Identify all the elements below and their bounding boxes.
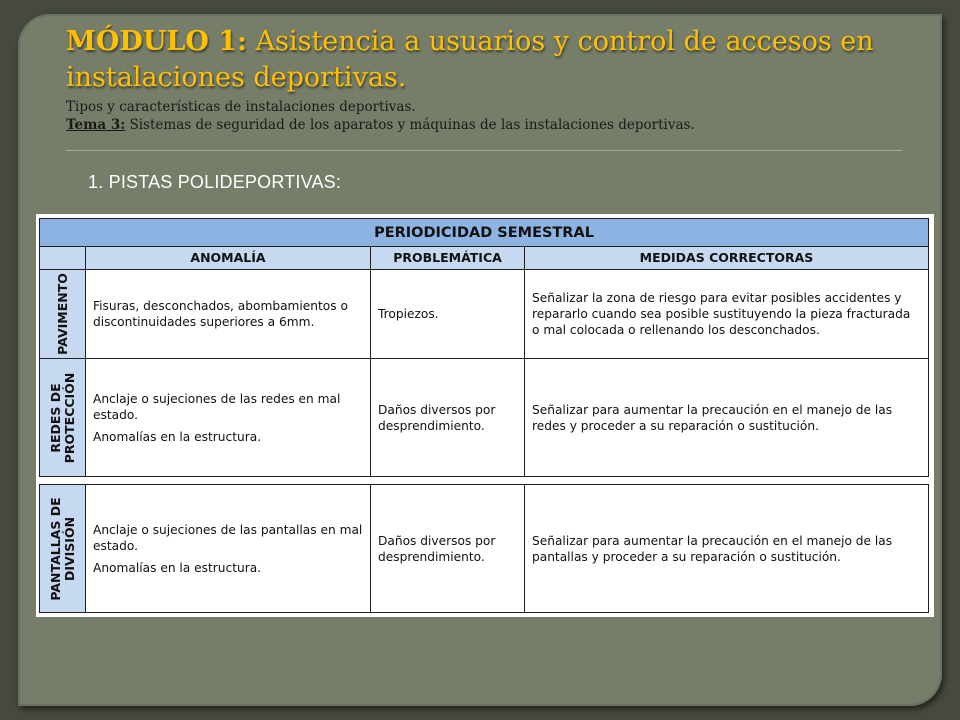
slide-title xyxy=(66,24,906,96)
row-label-line: REDES DE xyxy=(47,382,63,453)
row-label-line: PANTALLAS DE xyxy=(47,496,63,601)
anomalia-cell xyxy=(86,359,371,477)
row-label-line: PROTECCIÓN xyxy=(61,372,77,463)
header-anomalia: ANOMALÍA xyxy=(86,247,371,270)
row-label-line: PAVIMENTO xyxy=(54,273,70,355)
header-problematica: PROBLEMÁTICA xyxy=(371,247,525,270)
tema-line xyxy=(66,116,906,134)
problematica-cell: Tropiezos. xyxy=(371,270,525,359)
table-row xyxy=(40,485,929,613)
anomalia-text: Anomalías en la estructura. xyxy=(93,429,262,444)
anomalia-text: Fisuras, desconchados, abombamientos o discontinuidades superiores a 6mm. xyxy=(93,299,348,329)
section-heading: 1. PISTAS POLIDEPORTIVAS: xyxy=(88,172,342,192)
anomalia-cell xyxy=(86,485,371,613)
medidas-cell: Señalizar para aumentar la precaución en el manejo de las pantallas y proceder a su reparación o sustitución. xyxy=(525,485,929,613)
problematica-cell: Daños diversos por desprendimiento. xyxy=(371,359,525,477)
medidas-cell: Señalizar la zona de riesgo para evitar posibles accidentes y repararlo cuando sea posible sustituyendo la pieza fracturada o mal colocada o rellenando los desconchados. xyxy=(525,270,929,359)
title-module: MÓDULO 1: xyxy=(66,26,248,57)
maintenance-table-image xyxy=(36,214,934,617)
anomalia-text: Anclaje o sujeciones de las redes en mal estado. xyxy=(93,391,341,422)
row-label-pantallas xyxy=(40,485,86,613)
row-label-pavimento xyxy=(40,270,86,359)
tema-text: Sistemas de seguridad de los aparatos y máquinas de las instalaciones deportivas. xyxy=(125,117,695,133)
table-header-row xyxy=(40,247,929,270)
header-empty xyxy=(40,247,86,270)
tema-label: Tema 3: xyxy=(66,117,126,133)
row-label-line: DIVISIÓN xyxy=(61,516,77,581)
maintenance-table-top xyxy=(39,218,929,477)
medidas-cell: Señalizar para aumentar la precaución en el manejo de las redes y proceder a su reparación o sustitución. xyxy=(525,359,929,477)
subtitle-line: Tipos y características de instalaciones deportivas. xyxy=(66,99,416,115)
slide-subtitle xyxy=(66,98,906,134)
title-divider xyxy=(66,150,902,151)
maintenance-table-bottom xyxy=(39,484,929,613)
table-title: PERIODICIDAD SEMESTRAL xyxy=(40,219,929,247)
anomalia-text: Anomalías en la estructura. xyxy=(93,560,262,575)
table-title-row xyxy=(40,219,929,247)
row-label-redes xyxy=(40,359,86,477)
title-text: Asistencia a usuarios y control de accesos en instalaciones deportivas. xyxy=(66,26,874,93)
problematica-cell: Daños diversos por desprendimiento. xyxy=(371,485,525,613)
anomalia-text: Anclaje o sujeciones de las pantallas en mal estado. xyxy=(93,522,363,553)
header-medidas: MEDIDAS CORRECTORAS xyxy=(525,247,929,270)
table-row xyxy=(40,359,929,477)
anomalia-cell xyxy=(86,270,371,359)
table-row xyxy=(40,270,929,359)
